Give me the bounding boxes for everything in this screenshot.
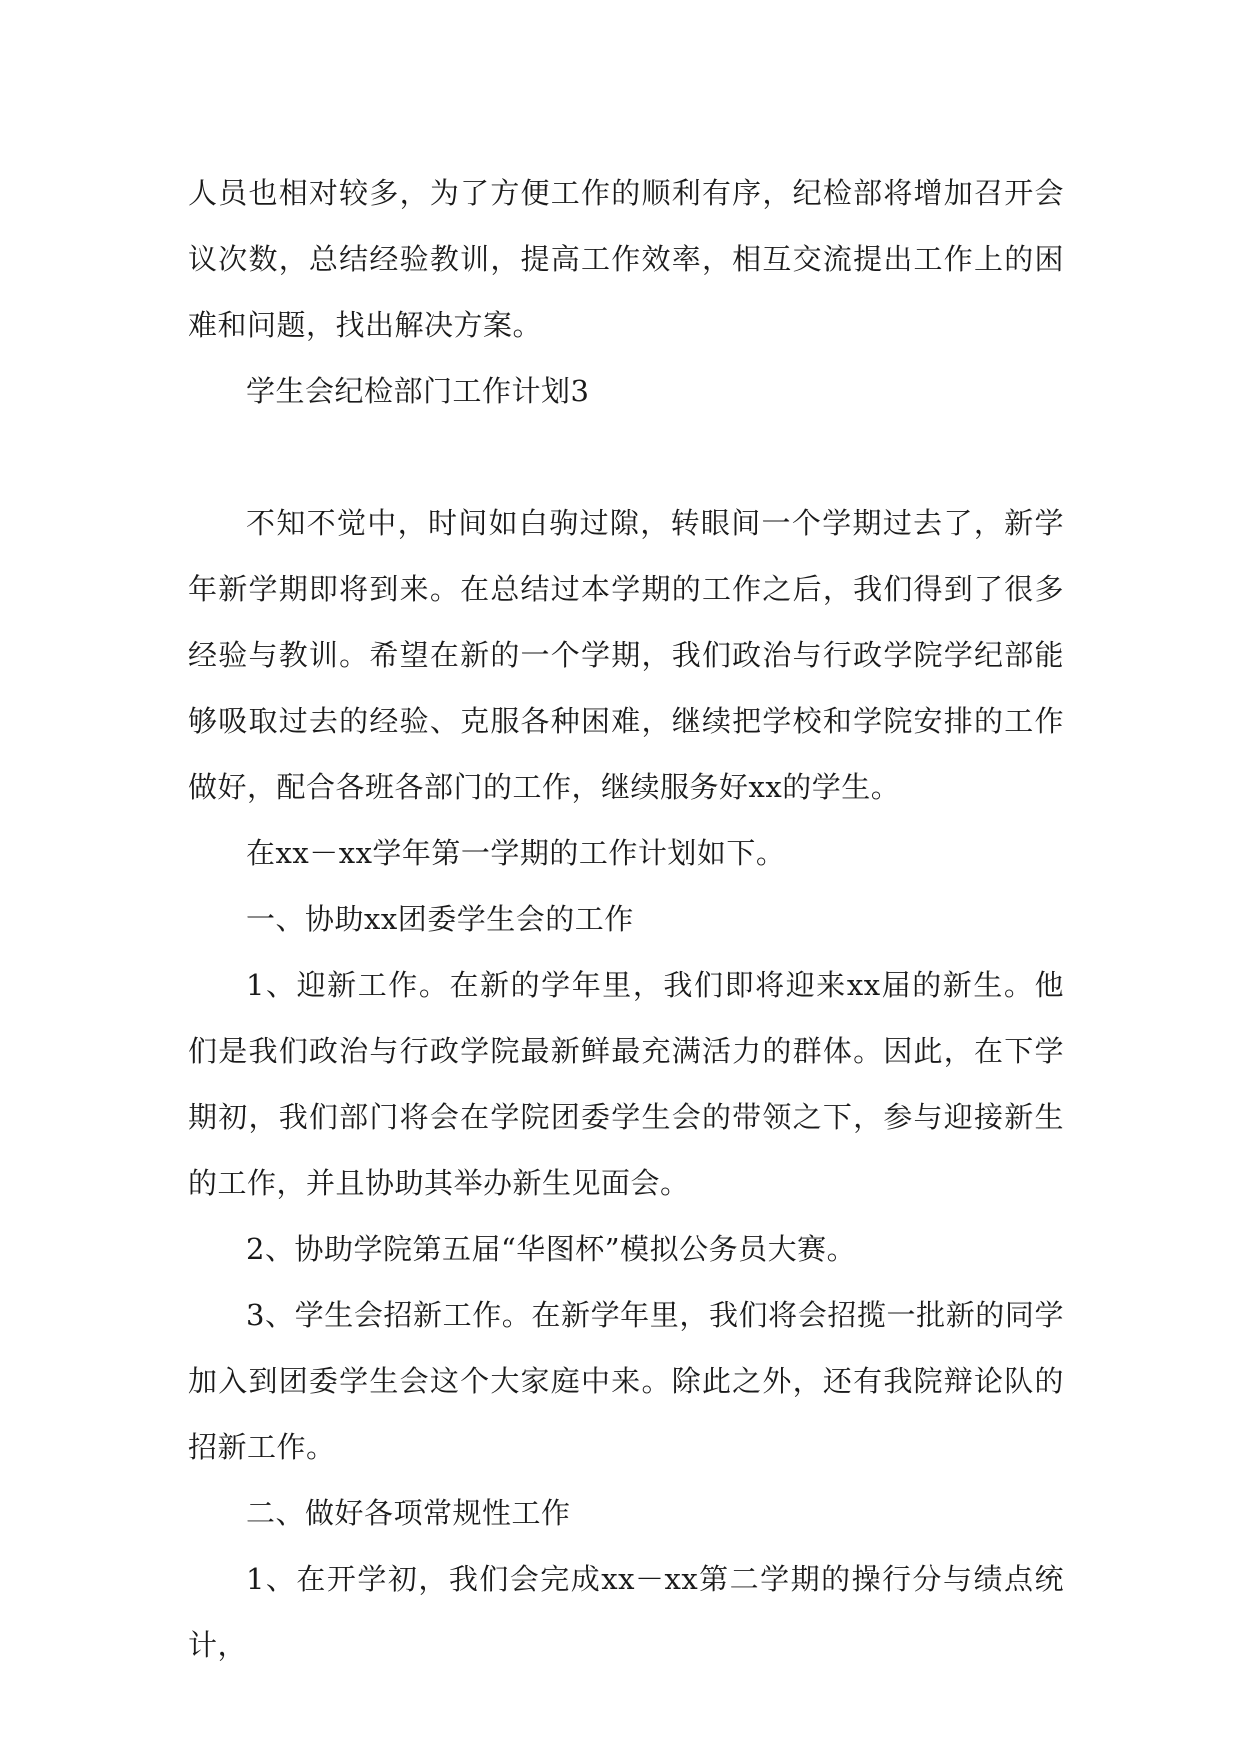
item-orientation: 1、迎新工作。在新的学年里，我们即将迎来xx届的新生。他们是我们政治与行政学院最新鲜最充满活力的群体。因此，在下学期初，我们部门将会在学院团委学生会的带领之下，参与迎接新生的工作，并且协助其举办新生见面会。	[188, 968, 1064, 1200]
section-heading-plan-3: 学生会纪检部门工作计划3	[246, 374, 590, 408]
paragraph-continuation: 人员也相对较多，为了方便工作的顺利有序，纪检部将增加召开会议次数，总结经验教训，提高工作效率，相互交流提出工作上的困难和问题，找出解决方案。	[188, 176, 1064, 342]
heading-part-two: 二、做好各项常规性工作	[246, 1496, 571, 1530]
blank-line	[188, 424, 1064, 490]
item-recruitment: 3、学生会招新工作。在新学年里，我们将会招揽一批新的同学加入到团委学生会这个大家庭中来。除此之外，还有我院辩论队的招新工作。	[188, 1298, 1064, 1464]
paragraph-intro: 不知不觉中，时间如白驹过隙，转眼间一个学期过去了，新学年新学期即将到来。在总结过本学期的工作之后，我们得到了很多经验与教训。希望在新的一个学期，我们政治与行政学院学纪部能够吸取过去的经验、克服各种困难，继续把学校和学院安排的工作做好，配合各班各部门的工作，继续服务好xx的学生。	[188, 506, 1064, 804]
heading-part-one: 一、协助xx团委学生会的工作	[246, 902, 634, 936]
item-contest: 2、协助学院第五届“华图杯”模拟公务员大赛。	[246, 1232, 857, 1266]
document-body	[188, 160, 1064, 1678]
paragraph-plan-lead: 在xx－xx学年第一学期的工作计划如下。	[246, 836, 786, 870]
item-semester-start: 1、在开学初，我们会完成xx－xx第二学期的操行分与绩点统计，	[188, 1562, 1064, 1662]
